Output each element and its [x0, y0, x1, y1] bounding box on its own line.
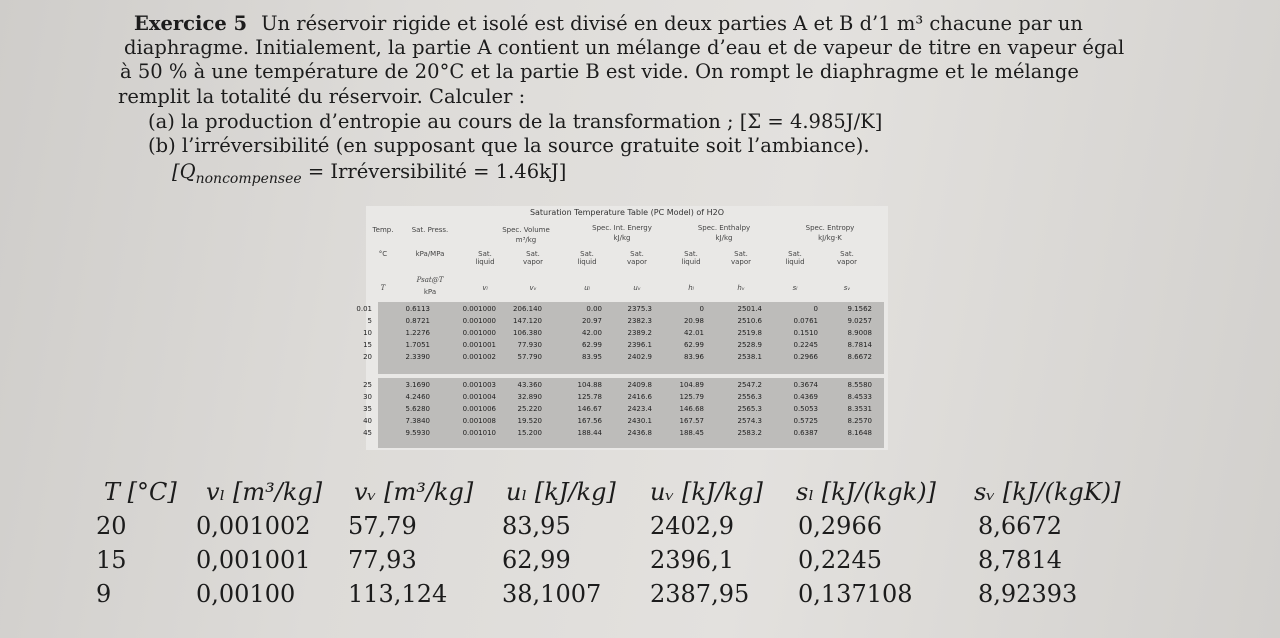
table-cell: 8.6672 [847, 353, 872, 361]
table-cell: 0.5725 [793, 417, 818, 425]
table-cell: 2396.1 [627, 341, 652, 349]
hdr-sat-liq-u: Sat. liquid [577, 250, 597, 266]
table-cell: 25.220 [517, 405, 542, 413]
table-cell: 25 [363, 381, 372, 389]
summary-cell: 8,6672 [978, 512, 1062, 540]
table-cell: 8.7814 [847, 341, 872, 349]
table-cell: 1.2276 [405, 329, 430, 337]
summary-header-t: T [°C] [104, 478, 177, 506]
hdr-sym-vl: vₗ [482, 284, 488, 292]
summary-cell: 77,93 [348, 546, 417, 574]
table-cell: 2436.8 [627, 429, 652, 437]
table-cell: 104.89 [679, 381, 704, 389]
table-cell: 2556.3 [737, 393, 762, 401]
hdr-sym-hv: hᵥ [737, 284, 745, 292]
hdr-sym-t: T [380, 284, 386, 292]
summary-cell: 0,2966 [798, 512, 882, 540]
table-cell: 0 [813, 305, 818, 313]
exercise-line-1 [134, 12, 1083, 35]
table-cell: 2528.9 [737, 341, 762, 349]
table-cell: 2510.6 [737, 317, 762, 325]
table-row [356, 304, 888, 314]
table-cell: 0.001000 [462, 305, 496, 313]
summary-cell: 0,001001 [196, 546, 311, 574]
hdr-sym-ul: uₗ [584, 284, 590, 292]
table-cell: 188.45 [679, 429, 704, 437]
table-cell: 0.5053 [793, 405, 818, 413]
table-cell: 0.4369 [793, 393, 818, 401]
table-cell: 0.00 [586, 305, 602, 313]
summary-header-vl: vₗ [m³/kg] [206, 478, 323, 506]
summary-cell: 62,99 [502, 546, 571, 574]
table-cell: 19.520 [517, 417, 542, 425]
table-cell: 83.95 [581, 353, 602, 361]
table-cell: 106.380 [513, 329, 542, 337]
table-cell: 83.96 [683, 353, 704, 361]
hdr-press-unit: kPa/MPa [415, 250, 445, 258]
table-cell: 125.79 [679, 393, 704, 401]
table-cell: 188.44 [577, 429, 602, 437]
table-cell: 146.67 [577, 405, 602, 413]
table-cell: 0.001001 [462, 341, 496, 349]
hdr-sat-vap-h: Sat. vapor [730, 250, 752, 266]
exercise-item-a: (a) la production d’entropie au cours de la transformation ; [Σ = 4.985J/K] [148, 110, 883, 133]
summary-cell: 8,7814 [978, 546, 1062, 574]
exercise-line-3: à 50 % à une température de 20°C et la partie B est vide. On rompt le diaphragme et le mélange [120, 60, 1079, 83]
hdr-temp: Temp. [372, 226, 394, 234]
saturation-table [356, 206, 888, 450]
table-cell: 0 [699, 305, 704, 313]
hdr-sym-vv: vᵥ [529, 284, 537, 292]
hdr-enthalpy: Spec. Enthalpy [697, 224, 751, 232]
table-cell: 0.001003 [462, 381, 496, 389]
summary-cell: 2387,95 [650, 580, 750, 608]
summary-cell: 0,00100 [196, 580, 296, 608]
hdr-press: Sat. Press. [411, 226, 449, 234]
exercise-line-4: remplit la totalité du réservoir. Calculer : [118, 85, 526, 108]
table-cell: 4.2460 [405, 393, 430, 401]
table-cell: 0.8721 [405, 317, 430, 325]
table-cell: 167.56 [577, 417, 602, 425]
answer-rest: = Irréversibilité = 1.46kJ] [301, 160, 567, 183]
table-row [363, 404, 888, 414]
hdr-sym-hl: hₗ [688, 284, 694, 292]
table-cell: 62.99 [683, 341, 704, 349]
summary-cell: 2402,9 [650, 512, 734, 540]
summary-cell: 20 [96, 512, 127, 540]
table-cell: 1.7051 [405, 341, 430, 349]
hdr-volume-unit: m³/kg [515, 236, 537, 244]
table-cell: 15.200 [517, 429, 542, 437]
table-cell: 0.01 [356, 305, 372, 313]
summary-cell: 38,1007 [502, 580, 602, 608]
table-cell: 8.9008 [847, 329, 872, 337]
exercise-line-2: diaphragme. Initialement, la partie A contient un mélange d’eau et de vapeur de titre en vapeur égal [124, 36, 1125, 59]
summary-cell: 0,001002 [196, 512, 311, 540]
summary-cell: 15 [96, 546, 127, 574]
hdr-sym-sv: sᵥ [843, 284, 851, 292]
table-cell: 62.99 [581, 341, 602, 349]
table-cell: 5.6280 [405, 405, 430, 413]
table-cell: 167.57 [679, 417, 704, 425]
table-cell: 5 [367, 317, 372, 325]
summary-header-uv: uᵥ [kJ/kg] [650, 478, 763, 506]
table-cell: 45 [363, 429, 372, 437]
hdr-sym-p-unit: kPa [423, 288, 437, 296]
hdr-sat-vap-v: Sat. vapor [522, 250, 544, 266]
table-row [363, 392, 888, 402]
table-cell: 2519.8 [737, 329, 762, 337]
hdr-entropy: Spec. Entropy [805, 224, 855, 232]
summary-cell: 9 [96, 580, 112, 608]
table-row [363, 380, 888, 390]
table-cell: 42.00 [581, 329, 602, 337]
table-title: Saturation Temperature Table (PC Model) of H2O [529, 208, 725, 217]
table-cell: 2409.8 [627, 381, 652, 389]
table-cell: 10 [363, 329, 372, 337]
summary-header-ul: uₗ [kJ/kg] [506, 478, 616, 506]
table-cell: 2583.2 [737, 429, 762, 437]
table-cell: 9.5930 [405, 429, 430, 437]
table-cell: 2423.4 [627, 405, 652, 413]
table-row [363, 428, 888, 438]
hdr-temp-unit: °C [378, 250, 388, 258]
table-cell: 57.790 [517, 353, 542, 361]
summary-cell: 0,2245 [798, 546, 882, 574]
table-cell: 2389.2 [627, 329, 652, 337]
summary-cell: 0,137108 [798, 580, 913, 608]
table-cell: 20 [363, 353, 372, 361]
table-cell: 147.120 [513, 317, 542, 325]
hdr-sat-liq-v: Sat. liquid [475, 250, 495, 266]
table-cell: 7.3840 [405, 417, 430, 425]
table-cell: 40 [363, 417, 372, 425]
table-cell: 0.001002 [462, 353, 496, 361]
table-cell: 2430.1 [627, 417, 652, 425]
table-cell: 0.001000 [462, 329, 496, 337]
table-cell: 2501.4 [737, 305, 762, 313]
answer-q: [Q [172, 160, 196, 183]
table-cell: 30 [363, 393, 372, 401]
summary-header-sv: sᵥ [kJ/(kgK)] [974, 478, 1121, 506]
table-cell: 8.2570 [847, 417, 872, 425]
table-row [363, 340, 888, 350]
hdr-entropy-unit: kJ/kg·K [818, 234, 842, 242]
table-cell: 20.98 [683, 317, 704, 325]
hdr-sym-uv: uᵥ [633, 284, 641, 292]
table-cell: 2416.6 [627, 393, 652, 401]
exercise-text-1: Un réservoir rigide et isolé est divisé en deux parties A et B d’1 m³ chacune par un [261, 12, 1083, 35]
table-cell: 146.68 [679, 405, 704, 413]
table-cell: 0.001004 [462, 393, 496, 401]
table-cell: 2547.2 [737, 381, 762, 389]
answer-subscript: noncompensee [195, 170, 302, 187]
table-cell: 2375.3 [627, 305, 652, 313]
table-cell: 0.3674 [793, 381, 818, 389]
table-cell: 42.01 [683, 329, 704, 337]
summary-cell: 113,124 [348, 580, 448, 608]
table-cell: 2538.1 [737, 353, 762, 361]
table-cell: 9.0257 [847, 317, 872, 325]
table-cell: 2565.3 [737, 405, 762, 413]
table-cell: 0.2966 [793, 353, 818, 361]
summary-header-sl: sₗ [kJ/(kgk)] [796, 478, 936, 506]
hdr-enthalpy-unit: kJ/kg [715, 234, 733, 242]
table-cell: 8.3531 [847, 405, 872, 413]
hdr-sat-liq-h: Sat. liquid [681, 250, 701, 266]
table-cell: 15 [363, 341, 372, 349]
table-cell: 0.2245 [793, 341, 818, 349]
hdr-sat-liq-s: Sat. liquid [785, 250, 805, 266]
table-cell: 77.930 [517, 341, 542, 349]
table-cell: 8.1648 [847, 429, 872, 437]
table-cell: 0.1510 [793, 329, 818, 337]
exercise-title: Exercice 5 [134, 12, 248, 35]
hdr-volume: Spec. Volume [502, 226, 550, 234]
table-cell: 0.001010 [462, 429, 496, 437]
table-row [363, 328, 888, 338]
table-cell: 0.0761 [793, 317, 818, 325]
table-row [363, 352, 888, 362]
table-cell: 32.890 [517, 393, 542, 401]
table-cell: 0.001006 [462, 405, 496, 413]
table-cell: 0.001000 [462, 317, 496, 325]
summary-table [0, 478, 1280, 628]
hdr-sym-sl: sₗ [792, 284, 798, 292]
table-cell: 206.140 [513, 305, 542, 313]
summary-cell: 83,95 [502, 512, 571, 540]
exercise-answer [172, 160, 566, 187]
hdr-energy-unit: kJ/kg [613, 234, 631, 242]
table-cell: 9.1562 [847, 305, 872, 313]
table-cell: 2574.3 [737, 417, 762, 425]
table-cell: 0.6113 [405, 305, 430, 313]
summary-cell: 2396,1 [650, 546, 734, 574]
table-row [366, 316, 888, 326]
hdr-sym-p: Psat@T [416, 276, 444, 284]
table-cell: 0.6387 [793, 429, 818, 437]
summary-cell: 8,92393 [978, 580, 1078, 608]
table-cell: 43.360 [517, 381, 542, 389]
summary-cell: 57,79 [348, 512, 417, 540]
table-cell: 2402.9 [627, 353, 652, 361]
table-cell: 0.001008 [462, 417, 496, 425]
exercise-item-b: (b) l’irréversibilité (en supposant que la source gratuite soit l’ambiance). [148, 134, 870, 157]
table-cell: 2382.3 [627, 317, 652, 325]
table-cell: 8.4533 [847, 393, 872, 401]
hdr-sat-vap-s: Sat. vapor [836, 250, 858, 266]
table-cell: 2.3390 [405, 353, 430, 361]
table-cell: 104.88 [577, 381, 602, 389]
table-cell: 3.1690 [405, 381, 430, 389]
hdr-sat-vap-u: Sat. vapor [626, 250, 648, 266]
table-row [363, 416, 888, 426]
table-cell: 20.97 [581, 317, 602, 325]
hdr-energy: Spec. Int. Energy [592, 224, 652, 232]
table-cell: 8.5580 [847, 381, 872, 389]
table-cell: 125.78 [577, 393, 602, 401]
summary-header-vv: vᵥ [m³/kg] [354, 478, 474, 506]
table-cell: 35 [363, 405, 372, 413]
